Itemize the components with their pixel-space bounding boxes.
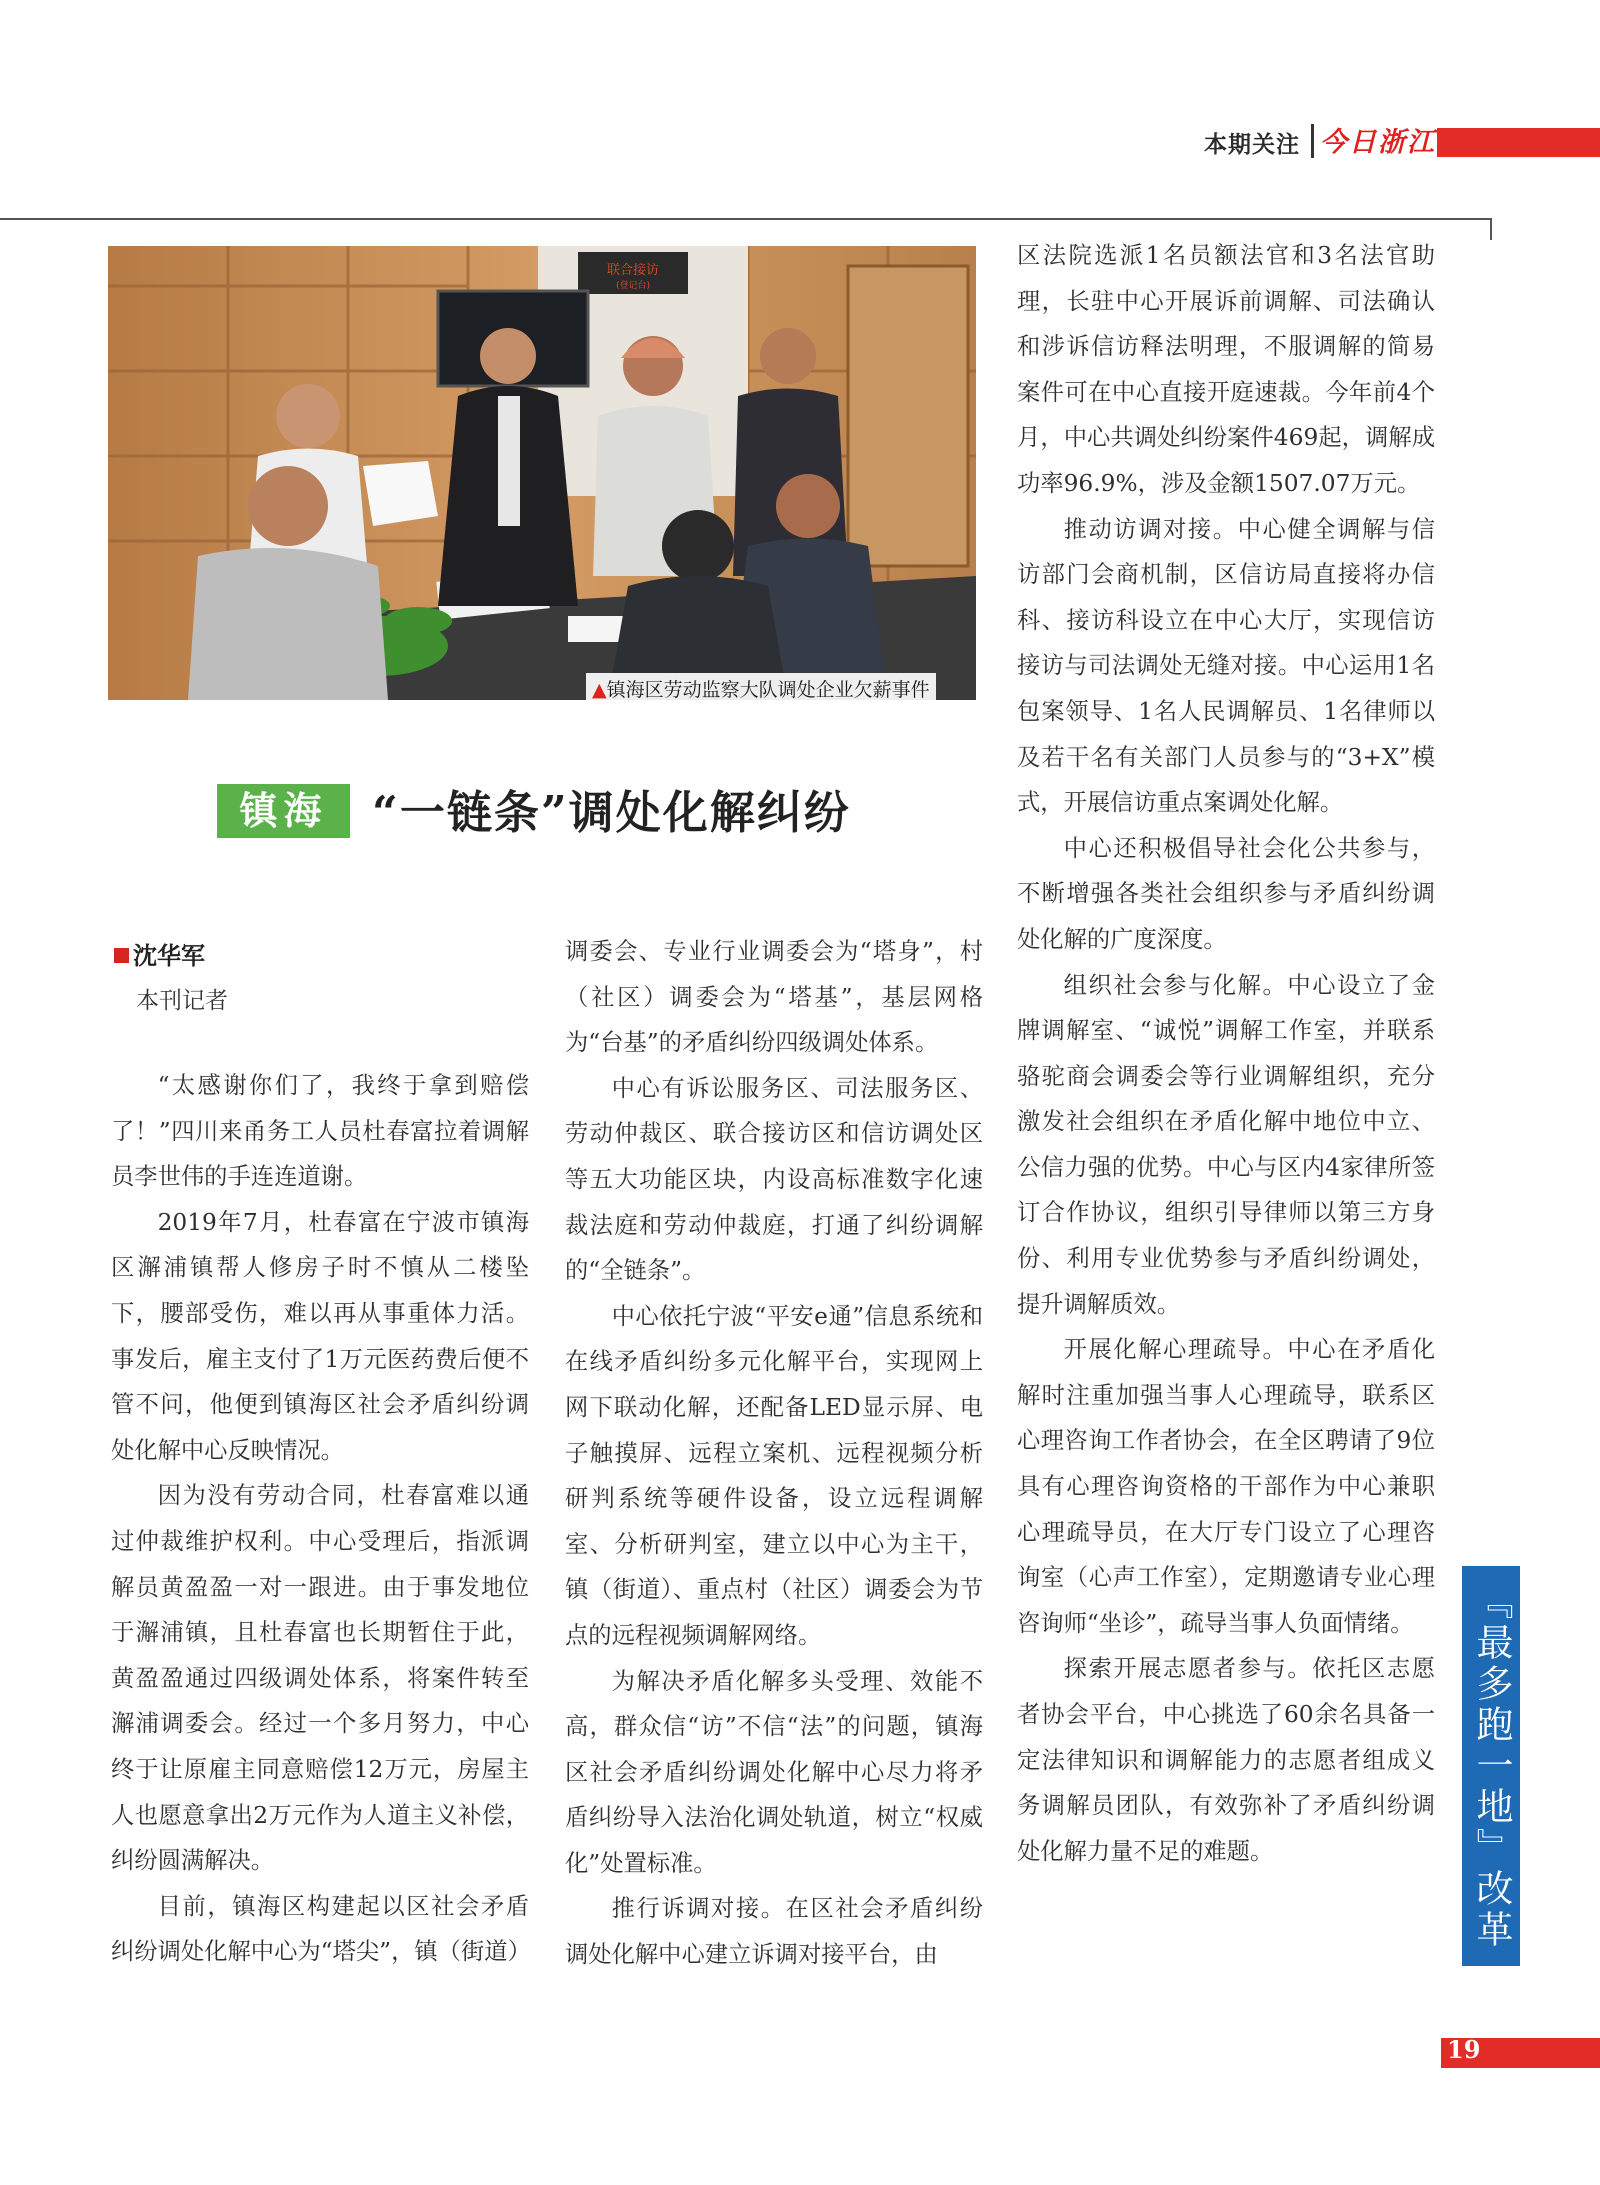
article-photo	[108, 246, 976, 700]
location-tag: 镇海	[217, 784, 350, 838]
paragraph: 推动访调对接。中心健全调解与信访部门会商机制，区信访局直接将办信科、接访科设立在中心大厅，实现信访接访与司法调处无缝对接。中心运用1名包案领导、1名人民调解员、1名律师以及若干名有关部门人员参与的“3+X”模式，开展信访重点案调处化解。	[1017, 515, 1435, 817]
paragraph: 2019年7月，杜春富在宁波市镇海区澥浦镇帮人修房子时不慎从二楼坠下，腰部受伤，难以再从事重体力活。事发后，雇主支付了1万元医药费后便不管不问，他便到镇海区社会矛盾纠纷调处化解中心反映情况。	[111, 1208, 529, 1464]
paragraph: 开展化解心理疏导。中心在矛盾化解时注重加强当事人心理疏导，联系区心理咨询工作者协会，在全区聘请了9位具有心理咨询资格的干部作为中心兼职心理疏导员，在大厅专门设立了心理咨询室（心声工作室），定期邀请专业心理咨询师“坐诊”，疏导当事人负面情绪。	[1017, 1336, 1435, 1637]
caption-triangle-icon: ▲	[592, 679, 607, 701]
paragraph: “太感谢你们了，我终于拿到赔偿了！”四川来甬务工人员杜春富拉着调解员李世伟的手连连道谢。	[111, 1072, 529, 1191]
paragraph: 探索开展志愿者参与。依托区志愿者协会平台，中心挑选了60余名具备一定法律知识和调解能力的志愿者组成义务调解员团队，有效弥补了矛盾纠纷调处化解力量不足的难题。	[1017, 1655, 1435, 1865]
magazine-brand: 今日浙江	[1320, 127, 1436, 158]
article-title: “一链条”调处化解纠纷	[372, 786, 851, 839]
side-banner: 『最多跑一地』改革	[1462, 1566, 1520, 1966]
sign-subtext: (登记台)	[615, 281, 651, 291]
text-column-3	[1017, 233, 1435, 1874]
paragraph: 因为没有劳动合同，杜春富难以通过仲裁维护权利。中心受理后，指派调解员黄盈盈一对一跟进。由于事发地位于澥浦镇，且杜春富也长期暂住于此，黄盈盈通过四级调处体系，将案件转至澥浦调委会。经过一个多月努力，中心终于让原雇主同意赔偿12万元，房屋主人也愿意拿出2万元作为人道主义补偿，纠纷圆满解决。	[111, 1482, 529, 1875]
photo-caption	[586, 673, 936, 704]
sign-text: 联合接访	[606, 263, 660, 278]
paragraph: 推行诉调对接。在区社会矛盾纠纷调处化解中心建立诉调对接平台，由	[565, 1895, 983, 1969]
red-square-icon	[114, 948, 129, 963]
author-role: 本刊记者	[136, 988, 228, 1014]
text-column-2	[565, 929, 983, 1978]
caption-text: 镇海区劳动监察大队调处企业欠薪事件	[606, 679, 930, 701]
paragraph: 目前，镇海区构建起以区社会矛盾纠纷调处化解中心为“塔尖”，镇（街道）	[111, 1892, 531, 1966]
author-name-text: 沈华军	[133, 942, 205, 970]
header-rule-tick	[1490, 218, 1492, 240]
section-label: 本期关注	[1204, 132, 1300, 158]
header-red-bar	[1437, 128, 1600, 157]
paragraph: 为解决矛盾化解多头受理、效能不高，群众信“访”不信“法”的问题，镇海区社会矛盾纠纷调处化解中心尽力将矛盾纠纷导入法治化调处轨道，树立“权威化”处置标准。	[565, 1667, 983, 1877]
text-column-1	[111, 1063, 529, 1975]
page-number: 19	[1447, 2035, 1481, 2064]
header-rule	[0, 218, 1492, 220]
paragraph: 中心依托宁波“平安e通”信息系统和在线矛盾纠纷多元化解平台，实现网上网下联动化解，还配备LED显示屏、电子触摸屏、远程立案机、远程视频分析研判系统等硬件设备，设立远程调解室、分析研判室，建立以中心为主干，镇（街道）、重点村（社区）调委会为节点的远程视频调解网络。	[565, 1302, 983, 1649]
author-name	[114, 936, 205, 971]
paragraph: 中心有诉讼服务区、司法服务区、劳动仲裁区、联合接访区和信访调处区等五大功能区块，内设高标准数字化速裁法庭和劳动仲裁庭，打通了纠纷调解的“全链条”。	[565, 1074, 983, 1285]
header-separator	[1311, 124, 1314, 158]
paragraph: 组织社会参与化解。中心设立了金牌调解室、“诚悦”调解工作室，并联系骆驼商会调委会等行业调解组织，充分激发社会组织在矛盾化解中地位中立、公信力强的优势。中心与区内4家律所签订合作协议，组织引导律师以第三方身份、利用专业优势参与矛盾纠纷调处，提升调解质效。	[1017, 971, 1435, 1318]
paragraph: 中心还积极倡导社会化公共参与，不断增强各类社会组织参与矛盾纠纷调处化解的广度深度。	[1017, 834, 1435, 953]
paragraph: 调委会、专业行业调委会为“塔身”，村（社区）调委会为“塔基”，基层网格为“台基”的矛盾纠纷四级调处体系。	[565, 938, 983, 1057]
paragraph: 区法院选派1名员额法官和3名法官助理，长驻中心开展诉前调解、司法确认和涉诉信访释法明理，不服调解的简易案件可在中心直接开庭速裁。今年前4个月，中心共调处纠纷案件469起，调解成功率96.9%，涉及金额1507.07万元。	[1017, 242, 1435, 497]
